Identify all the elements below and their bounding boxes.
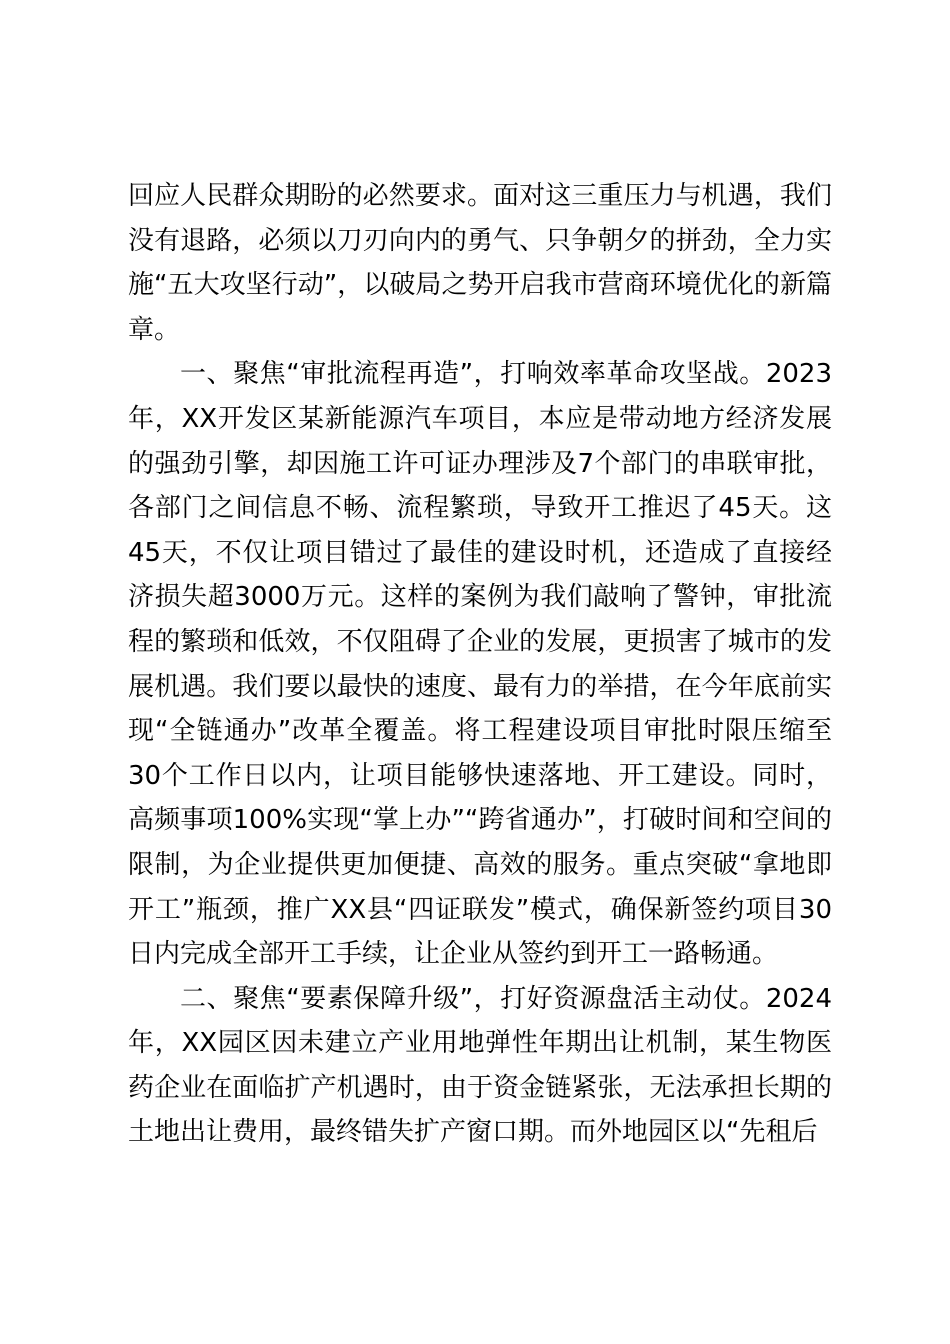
paragraph-continuation: 回应人民群众期盼的必然要求。面对这三重压力与机遇，我们没有退路，必须以刀刃向内的勇气、只争朝夕的拼劲，全力实施“五大攻坚行动”，以破局之势开启我市营商环境优化的新篇章。: [128, 181, 832, 345]
paragraph-section-two: 二、聚焦“要素保障升级”，打好资源盘活主动仗。2024年，XX园区因未建立产业用地弹性年期出让机制，某生物医药企业在面临扩产机遇时，由于资金链紧张，无法承担长期的土地出让费用，最终错失扩产窗口期。而外地园区以“先租后: [128, 983, 832, 1148]
document-body: [128, 174, 832, 1155]
paragraph-section-one: 一、聚焦“审批流程再造”，打响效率革命攻坚战。2023年，XX开发区某新能源汽车项目，本应是带动地方经济发展的强劲引擎，却因施工许可证办理涉及7个部门的串联审批，各部门之间信息不畅、流程繁琐，导致开工推迟了45天。这45天，不仅让项目错过了最佳的建设时机，还造成了直接经济损失超3000万元。这样的案例为我们敲响了警钟，审批流程的繁琐和低效，不仅阻碍了企业的发展，更损害了城市的发展机遇。我们要以最快的速度、最有力的举措，在今年底前实现“全链通办”改革全覆盖。将工程建设项目审批时限压缩至30个工作日以内，让项目能够快速落地、开工建设。同时，高频事项100%实现“掌上办”“跨省通办”，打破时间和空间的限制，为企业提供更加便捷、高效的服务。重点突破“拿地即开工”瓶颈，推广XX县“四证联发”模式，确保新签约项目30日内完成全部开工手续，让企业从签约到开工一路畅通。: [128, 359, 832, 970]
